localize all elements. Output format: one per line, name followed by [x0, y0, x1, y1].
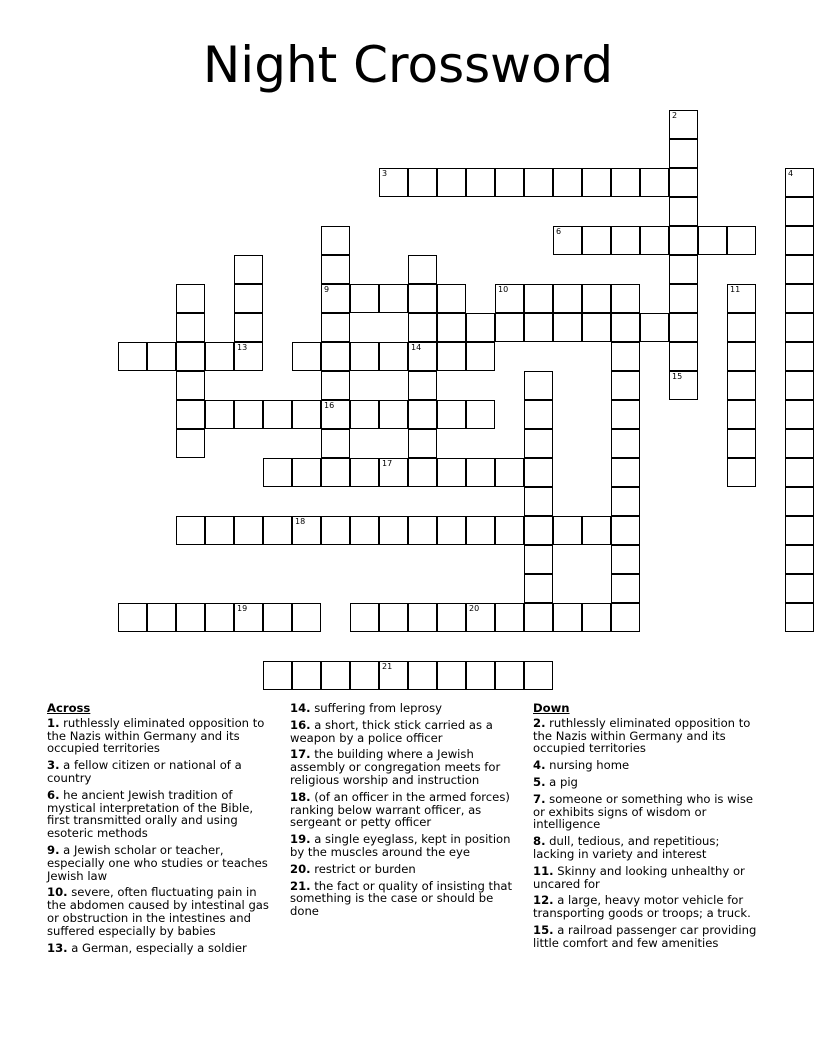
grid-cell[interactable]	[437, 603, 466, 632]
grid-cell[interactable]	[524, 545, 553, 574]
grid-cell[interactable]	[785, 197, 814, 226]
down-clue	[533, 894, 763, 920]
clue-number: 20	[469, 604, 480, 613]
grid-cell[interactable]	[727, 342, 756, 371]
grid-cell[interactable]	[524, 458, 553, 487]
grid-cell[interactable]	[466, 313, 495, 342]
grid-cell[interactable]	[611, 168, 640, 197]
clue-number-label: 12.	[533, 893, 554, 908]
grid-cell[interactable]	[785, 400, 814, 429]
grid-cell[interactable]	[785, 342, 814, 371]
grid-cell[interactable]	[669, 371, 698, 400]
grid-cell[interactable]	[495, 516, 524, 545]
across-clues-column-continued	[290, 702, 520, 922]
grid-cell[interactable]	[669, 255, 698, 284]
grid-cell[interactable]	[611, 284, 640, 313]
grid-cell[interactable]	[785, 371, 814, 400]
clue-number-label: 17.	[290, 747, 311, 762]
across-clue	[290, 791, 520, 829]
grid-cell[interactable]	[466, 168, 495, 197]
down-heading: Down	[533, 701, 570, 715]
grid-cell[interactable]	[611, 574, 640, 603]
clue-number: 17	[382, 459, 393, 468]
grid-cell[interactable]	[640, 226, 669, 255]
grid-cell[interactable]	[727, 371, 756, 400]
grid-cell[interactable]	[611, 226, 640, 255]
grid-cell[interactable]	[234, 342, 263, 371]
grid-cell[interactable]	[437, 516, 466, 545]
grid-cell[interactable]	[669, 168, 698, 197]
clue-number-label: 3.	[47, 758, 60, 773]
clue-text: the building where a Jewish assembly or congregation meets for religious worship and instruction	[290, 747, 501, 787]
grid-cell[interactable]	[785, 487, 814, 516]
grid-cell[interactable]	[321, 255, 350, 284]
grid-cell[interactable]	[321, 284, 350, 313]
grid-cell[interactable]	[495, 284, 524, 313]
grid-cell[interactable]	[350, 400, 379, 429]
grid-cell[interactable]	[379, 603, 408, 632]
grid-cell[interactable]	[292, 458, 321, 487]
grid-cell[interactable]	[727, 429, 756, 458]
grid-cell[interactable]	[611, 342, 640, 371]
grid-cell[interactable]	[524, 400, 553, 429]
grid-cell[interactable]	[611, 371, 640, 400]
grid-cell[interactable]	[611, 429, 640, 458]
clue-text: a large, heavy motor vehicle for transporting goods or troops; a truck.	[533, 893, 751, 921]
grid-cell[interactable]	[321, 516, 350, 545]
grid-cell[interactable]	[466, 603, 495, 632]
grid-cell[interactable]	[321, 400, 350, 429]
clue-text: a German, especially a soldier	[67, 940, 247, 955]
grid-cell[interactable]	[640, 168, 669, 197]
grid-cell[interactable]	[553, 603, 582, 632]
grid-cell[interactable]	[495, 603, 524, 632]
grid-cell[interactable]	[495, 313, 524, 342]
clue-text: he ancient Jewish tradition of mystical interpretation of the Bible, first transmitted orally and using esoteric methods	[47, 787, 254, 841]
grid-cell[interactable]	[147, 603, 176, 632]
grid-cell[interactable]	[176, 342, 205, 371]
grid-cell[interactable]	[582, 168, 611, 197]
grid-cell[interactable]	[553, 284, 582, 313]
grid-cell[interactable]	[437, 313, 466, 342]
clue-text: (of an officer in the armed forces) ranking below warrant officer, as sergeant or petty officer	[290, 789, 510, 830]
grid-cell[interactable]	[408, 255, 437, 284]
clue-text: Skinny and looking unhealthy or uncared for	[533, 863, 745, 891]
clue-number: 6	[556, 227, 562, 236]
grid-cell[interactable]	[727, 458, 756, 487]
grid-cell[interactable]	[611, 458, 640, 487]
grid-cell[interactable]	[669, 226, 698, 255]
grid-cell[interactable]	[524, 313, 553, 342]
across-clue	[47, 942, 272, 955]
clue-number: 11	[730, 285, 741, 294]
grid-cell[interactable]	[466, 458, 495, 487]
grid-cell[interactable]	[669, 197, 698, 226]
across-clue	[290, 702, 520, 715]
grid-cell[interactable]	[350, 284, 379, 313]
clue-text: a Jewish scholar or teacher, especially one who studies or teaches Jewish law	[47, 842, 268, 883]
clue-text: dull, tedious, and repetitious; lacking in variety and interest	[533, 834, 720, 861]
grid-cell[interactable]	[698, 226, 727, 255]
grid-cell[interactable]	[350, 516, 379, 545]
grid-cell[interactable]	[582, 226, 611, 255]
grid-cell[interactable]	[669, 139, 698, 168]
clue-number-label: 4.	[533, 758, 546, 773]
clue-number: 4	[788, 169, 794, 178]
clue-text: a railroad passenger car providing little comfort and few amenities	[533, 922, 757, 950]
across-clue	[47, 844, 272, 882]
grid-cell[interactable]	[785, 516, 814, 545]
grid-cell[interactable]	[408, 516, 437, 545]
grid-cell[interactable]	[437, 284, 466, 313]
grid-cell[interactable]	[785, 545, 814, 574]
grid-cell[interactable]	[379, 400, 408, 429]
grid-cell[interactable]	[785, 603, 814, 632]
clue-text: ruthlessly eliminated opposition to the Nazis within Germany and its occupied territories	[533, 715, 751, 756]
grid-cell[interactable]	[437, 342, 466, 371]
grid-cell[interactable]	[350, 458, 379, 487]
grid-cell[interactable]	[292, 342, 321, 371]
grid-cell[interactable]	[234, 284, 263, 313]
grid-cell[interactable]	[524, 603, 553, 632]
grid-cell[interactable]	[379, 284, 408, 313]
grid-cell[interactable]	[263, 400, 292, 429]
clue-text: someone or something who is wise or exhibits signs of wisdom or intelligence	[533, 791, 754, 832]
clue-number-label: 18.	[290, 789, 311, 804]
grid-cell[interactable]	[466, 661, 495, 690]
grid-cell[interactable]	[321, 458, 350, 487]
grid-cell[interactable]	[147, 342, 176, 371]
grid-cell[interactable]	[118, 342, 147, 371]
down-clue	[533, 759, 763, 772]
clue-number-label: 20.	[290, 861, 311, 876]
grid-cell[interactable]	[176, 603, 205, 632]
grid-cell[interactable]	[437, 458, 466, 487]
grid-cell[interactable]	[408, 168, 437, 197]
grid-cell[interactable]	[495, 661, 524, 690]
across-clues-column	[47, 702, 272, 958]
grid-cell[interactable]	[263, 661, 292, 690]
grid-cell[interactable]	[727, 284, 756, 313]
grid-cell[interactable]	[437, 661, 466, 690]
grid-cell[interactable]	[727, 313, 756, 342]
clue-number: 9	[324, 285, 330, 294]
grid-cell[interactable]	[234, 313, 263, 342]
grid-cell[interactable]	[669, 342, 698, 371]
grid-cell[interactable]	[379, 458, 408, 487]
grid-cell[interactable]	[524, 516, 553, 545]
grid-cell[interactable]	[205, 342, 234, 371]
clue-number-label: 8.	[533, 834, 546, 849]
grid-cell[interactable]	[785, 429, 814, 458]
grid-cell[interactable]	[321, 226, 350, 255]
grid-cell[interactable]	[176, 400, 205, 429]
grid-cell[interactable]	[785, 255, 814, 284]
clue-number-label: 13.	[47, 940, 68, 955]
grid-cell[interactable]	[263, 603, 292, 632]
grid-cell[interactable]	[176, 371, 205, 400]
across-heading: Across	[47, 701, 91, 715]
grid-cell[interactable]	[495, 458, 524, 487]
grid-cell[interactable]	[321, 371, 350, 400]
grid-cell[interactable]	[321, 661, 350, 690]
grid-cell[interactable]	[408, 371, 437, 400]
puzzle-title: Night Crossword	[202, 36, 614, 94]
grid-cell[interactable]	[495, 168, 524, 197]
clue-number-label: 21.	[290, 878, 311, 893]
grid-cell[interactable]	[176, 516, 205, 545]
clue-number-label: 9.	[47, 842, 60, 857]
clue-number-label: 11.	[533, 863, 554, 878]
grid-cell[interactable]	[640, 313, 669, 342]
grid-cell[interactable]	[321, 429, 350, 458]
grid-cell[interactable]	[553, 168, 582, 197]
grid-cell[interactable]	[582, 284, 611, 313]
grid-cell[interactable]	[553, 226, 582, 255]
grid-cell[interactable]	[292, 516, 321, 545]
grid-cell[interactable]	[408, 400, 437, 429]
grid-cell[interactable]	[321, 313, 350, 342]
grid-cell[interactable]	[611, 603, 640, 632]
grid-cell[interactable]	[437, 168, 466, 197]
grid-cell[interactable]	[205, 400, 234, 429]
grid-cell[interactable]	[408, 458, 437, 487]
clue-text: nursing home	[545, 758, 630, 773]
across-clue	[290, 748, 520, 786]
across-clue	[47, 789, 272, 840]
grid-cell[interactable]	[350, 342, 379, 371]
across-clue	[47, 717, 272, 755]
grid-cell[interactable]	[466, 342, 495, 371]
down-clues-column	[533, 702, 763, 954]
grid-cell[interactable]	[408, 661, 437, 690]
grid-cell[interactable]	[292, 400, 321, 429]
grid-cell[interactable]	[379, 661, 408, 690]
grid-cell[interactable]	[727, 226, 756, 255]
clue-number: 13	[237, 343, 248, 352]
grid-cell[interactable]	[669, 110, 698, 139]
grid-cell[interactable]	[379, 168, 408, 197]
grid-cell[interactable]	[553, 516, 582, 545]
across-clue	[290, 833, 520, 859]
clue-number: 19	[237, 604, 248, 613]
down-clue	[533, 776, 763, 789]
grid-cell[interactable]	[350, 661, 379, 690]
grid-cell[interactable]	[408, 313, 437, 342]
clue-text: restrict or burden	[310, 861, 416, 876]
down-clue	[533, 924, 763, 950]
grid-cell[interactable]	[785, 284, 814, 313]
grid-cell[interactable]	[611, 313, 640, 342]
grid-cell[interactable]	[524, 661, 553, 690]
grid-cell[interactable]	[408, 429, 437, 458]
grid-cell[interactable]	[727, 400, 756, 429]
clue-number-label: 5.	[533, 774, 546, 789]
clue-number-label: 15.	[533, 922, 554, 937]
clue-number-label: 14.	[290, 701, 311, 715]
grid-cell[interactable]	[669, 313, 698, 342]
clue-number: 16	[324, 401, 335, 410]
clue-text: a pig	[545, 774, 578, 789]
down-clue	[533, 793, 763, 831]
across-clue	[290, 863, 520, 876]
grid-cell[interactable]	[785, 168, 814, 197]
grid-cell[interactable]	[408, 284, 437, 313]
grid-cell[interactable]	[263, 458, 292, 487]
grid-cell[interactable]	[118, 603, 147, 632]
grid-cell[interactable]	[785, 313, 814, 342]
clue-number-label: 7.	[533, 791, 546, 806]
grid-cell[interactable]	[582, 603, 611, 632]
grid-cell[interactable]	[524, 371, 553, 400]
clue-number: 18	[295, 517, 306, 526]
across-clue	[47, 886, 272, 937]
grid-cell[interactable]	[524, 574, 553, 603]
grid-cell[interactable]	[350, 603, 379, 632]
clue-number-label: 10.	[47, 885, 68, 900]
grid-cell[interactable]	[611, 545, 640, 574]
grid-cell[interactable]	[263, 516, 292, 545]
grid-cell[interactable]	[524, 487, 553, 516]
clue-number: 10	[498, 285, 509, 294]
down-clue	[533, 865, 763, 891]
clue-text: ruthlessly eliminated opposition to the Nazis within Germany and its occupied territories	[47, 715, 265, 756]
grid-cell[interactable]	[785, 458, 814, 487]
grid-cell[interactable]	[582, 313, 611, 342]
across-clue	[290, 880, 520, 918]
grid-cell[interactable]	[176, 429, 205, 458]
clue-number-label: 1.	[47, 715, 60, 730]
clue-number-label: 19.	[290, 832, 311, 847]
clue-number: 15	[672, 372, 683, 381]
grid-cell[interactable]	[669, 284, 698, 313]
down-clue	[533, 717, 763, 755]
grid-cell[interactable]	[379, 342, 408, 371]
grid-cell[interactable]	[553, 313, 582, 342]
grid-cell[interactable]	[292, 661, 321, 690]
grid-cell[interactable]	[524, 429, 553, 458]
down-clue	[533, 835, 763, 861]
grid-cell[interactable]	[611, 516, 640, 545]
grid-cell[interactable]	[785, 574, 814, 603]
grid-cell[interactable]	[785, 226, 814, 255]
grid-cell[interactable]	[234, 255, 263, 284]
grid-cell[interactable]	[466, 400, 495, 429]
clue-text: the fact or quality of insisting that something is the case or should be done	[290, 878, 513, 919]
across-clue	[290, 719, 520, 745]
grid-cell[interactable]	[408, 603, 437, 632]
grid-cell[interactable]	[611, 487, 640, 516]
clue-text: suffering from leprosy	[310, 701, 443, 715]
grid-cell[interactable]	[321, 342, 350, 371]
grid-cell[interactable]	[582, 516, 611, 545]
clue-number-label: 6.	[47, 787, 60, 802]
clue-text: a single eyeglass, kept in position by the muscles around the eye	[290, 832, 511, 859]
clue-text: a short, thick stick carried as a weapon by a police officer	[290, 717, 493, 745]
grid-cell[interactable]	[176, 284, 205, 313]
grid-cell[interactable]	[234, 516, 263, 545]
grid-cell[interactable]	[205, 516, 234, 545]
clue-number-label: 2.	[533, 715, 546, 730]
grid-cell[interactable]	[234, 603, 263, 632]
grid-cell[interactable]	[292, 603, 321, 632]
grid-cell[interactable]	[408, 342, 437, 371]
grid-cell[interactable]	[234, 400, 263, 429]
clue-text: severe, often fluctuating pain in the abdomen caused by intestinal gas or obstruction in the intestines and suffered especially by babies	[47, 885, 269, 938]
across-clue	[47, 759, 272, 785]
clue-number: 14	[411, 343, 422, 352]
grid-cell[interactable]	[437, 400, 466, 429]
grid-cell[interactable]	[379, 516, 408, 545]
clue-number: 21	[382, 662, 393, 671]
grid-cell[interactable]	[466, 516, 495, 545]
clue-text: a fellow citizen or national of a country	[47, 758, 242, 785]
clue-number: 3	[382, 169, 388, 178]
clue-number-label: 16.	[290, 717, 311, 732]
clue-number: 2	[672, 111, 678, 120]
grid-cell[interactable]	[176, 313, 205, 342]
grid-cell[interactable]	[205, 603, 234, 632]
grid-cell[interactable]	[524, 284, 553, 313]
grid-cell[interactable]	[524, 168, 553, 197]
grid-cell[interactable]	[611, 400, 640, 429]
